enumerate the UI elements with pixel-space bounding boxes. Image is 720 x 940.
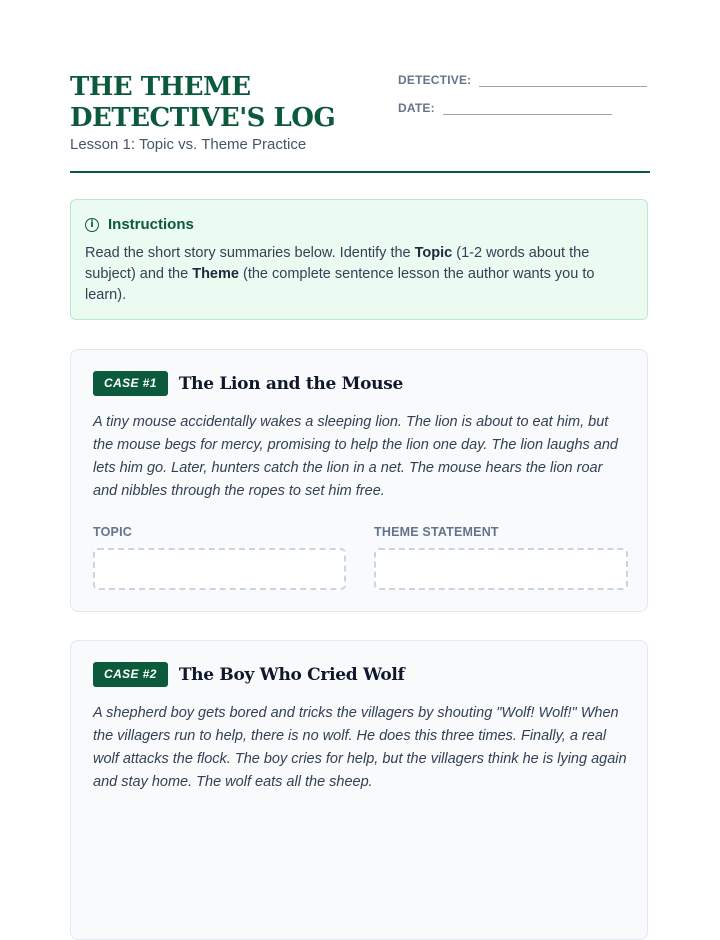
case-summary: A tiny mouse accidentally wakes a sleeping lion. The lion is about to eat him, but the mouse begs for mercy, promising to help the lion one day. The lion laughs and lets him go. Later, hunters catch the lion in a net. The mouse hears the lion roar and nibbles through the ropes to set him free. — [93, 414, 618, 499]
page-title: THE THEME DETECTIVE'S LOG — [70, 72, 336, 133]
instructions-title: Instructions — [108, 216, 194, 233]
theme-answer-box[interactable] — [374, 548, 628, 590]
lesson-subtitle: Lesson 1: Topic vs. Theme Practice — [70, 136, 307, 153]
case-badge: CASE #1 — [93, 371, 168, 396]
case-badge: CASE #2 — [93, 662, 168, 687]
topic-label: TOPIC — [93, 525, 132, 539]
case-title: The Lion and the Mouse — [178, 373, 404, 394]
instructions-text-part: Read the short story summaries below. Identify the — [85, 245, 415, 261]
detective-name-line[interactable] — [479, 76, 647, 87]
theme-statement-label: THEME STATEMENT — [374, 525, 499, 539]
case-header — [93, 662, 405, 687]
case-card-2 — [70, 640, 648, 940]
date-row — [398, 101, 612, 115]
instructions-header — [85, 216, 194, 233]
case-title: The Boy Who Cried Wolf — [178, 664, 405, 685]
worksheet-header — [70, 72, 650, 173]
info-icon: i — [85, 218, 99, 232]
detective-label: DETECTIVE: — [398, 73, 472, 87]
detective-name-row — [398, 73, 647, 87]
case-summary: A shepherd boy gets bored and tricks the villagers by shouting "Wolf! Wolf!" When the villagers run to help, there is no wolf. He does this three times. Finally, a real wolf attacks the flock. The boy cries for help, but the villagers think he is lying again and stay home. The wolf eats all the sheep. — [93, 705, 627, 790]
instructions-text — [85, 243, 630, 306]
theme-keyword: Theme — [192, 266, 239, 282]
instructions-box — [70, 199, 648, 320]
topic-keyword: Topic — [414, 245, 453, 261]
date-line[interactable] — [443, 104, 612, 115]
topic-answer-box[interactable] — [93, 548, 346, 590]
date-label: DATE: — [398, 101, 435, 115]
instructions-text-part: (the complete sentence lesson the author wants you to learn). — [85, 266, 595, 303]
case-header — [93, 371, 403, 396]
instructions-text-part: (1-2 words about the subject) and the — [85, 245, 590, 282]
case-card-1 — [70, 349, 648, 612]
